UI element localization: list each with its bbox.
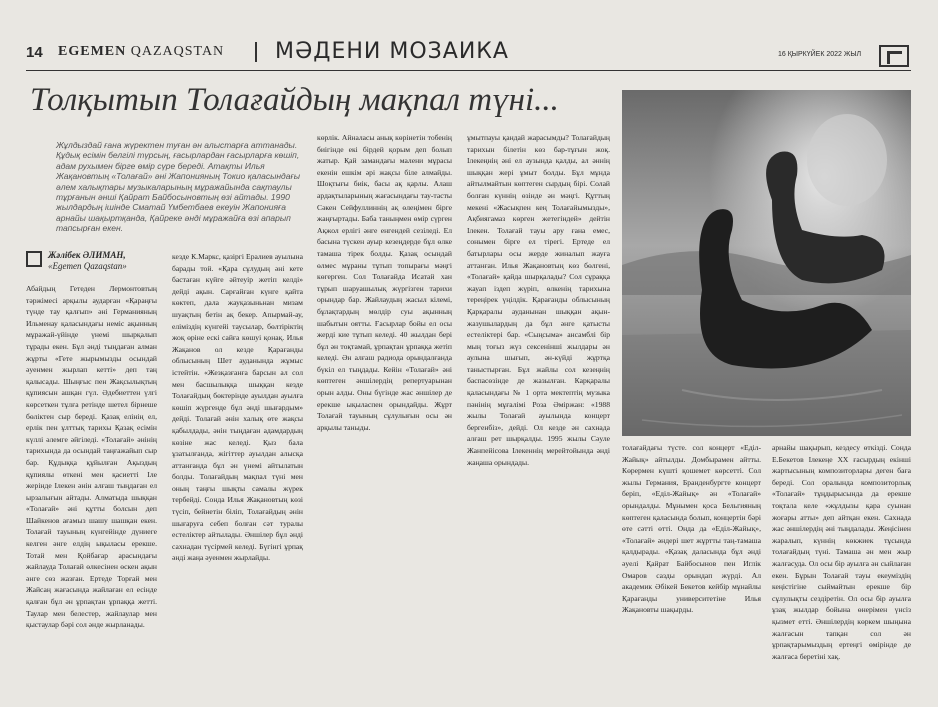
swans-illustration [622,90,911,436]
header-separator [255,42,257,62]
article-column-1: Абайдың Гетеден Лермонтовтың тәржімесі арқылы аударған «Қараңғы түнде тау қалғып» әні Германияның Ильменау қаласындағы неміс ақынның мұражай-үйінде үнемі шырқалып тұрады екен. Бұл әнді тыңдаған алман жұрты «Гете жырымызды осындай әуенмен жырлап кетті» деп таң қалысады. Шыңғыс пен Жақсылықтың құпиясын ашқан гүл. Әдебиеттен үлгі көрсеткен тұлға ретінде шетел бірнеше бөліктен сыр береді. Қазақ елінің ел, ерлік пен ұлттық тарихы Қазақ есімін күллі әлемге әйгіледі. «Толағай» әнінің тарихында да осындай таңғажайып сыр бар. Құдыққа құйылған Ақыздың құпиялы өткені мен қасиетті Іле жерінде Ілекен әнін алғаш тыңдаған ел ырзалығын айтады. Алматыда шыққан «Толағай» әні құтты болсын деп Шайкенов ағамыз шашу шашқан екен. Толағай тауының күнгейінде дүниеге келген әнге елдің ықыласы ерекше. Тотай мен Қойбағар арасындағы жайлауда Толағай өлкесінен өскен ақын әнге сөз жазған. Ертеде Торғай мен Жайсаң жағасында жайлаған ел есінде қалған бұл ән ұрпақтан ұрпаққа жетті. Таулар мен белестер, жайлаулар мен қыстаулар бәрі сол әнде жырланады. [26,284,157,630]
article-column-2: кезде К.Маркс, қазіргі Ералиев ауылына барады той. «Қара сұлудың әні кете бастаған күйге әйтеуір жетіп келді» дейді ақын. Сарғайған күнге қайта көктеп, дала жауқазыньнан мизам шуақтың бетін ақ бекер. Апырмай-ау, еліміздің күнгейі таусылар, бөлтіріктің жоқ өріне ескі сайға көшуі қонақ. Илья Жақанов ол кезде Қарағанды облысының Шет ауданында жұмыс істейтін. «Жезқазғанға барсын ал сол мен басшылыққа шыққан кезде Толағайдың бөктерінде ауылдан ауылға көшіп жүргенде бұл әнді шығардым» дейді. Толағай әнін халық өте жақсы қабылдады, әнін тыңдаған адамдардың көзіне жас келеді. Қыз бала ұзатылғанда, жігіттер ауылдан алысқа аттанғанда бұл ән үнемі айтылатын болды. Толағайдың мақпал түні мен оның таңғы шықты самалы жүрек тербейді. Сонда Илья Жақановтың көзі түсіп, бейнетін біліп, Толағайдың әнін шығаруға себеп болған сәт туралы естеліктер айтылады. Әншілер бұл әнді сахнадан түсірмей келеді. Бүгінгі ұрпақ әнді жаңа әуенмен жырлайды. [172,252,303,563]
article-column-3: көрлік. Айналасы анық көрінетін тобенің биігінде екі бірдей қорым деп болып жатыр. Қай замандағы малени мұрасы екенін ешкім әрі жақсы біле алмайды. Шоқтығы биік, басы ақ қарлы. Алаш ардақтыларының жағасындағы тау-тасты Сәкен Сейфуллиннің ақ өлеңімен бірге жаңғыртады. Баба таныңмен өмір сүрген Ақжол ерлігі әнге енгендей сезіледі. Ел басына түскен ауыр кезеңдерде бұл өлке тамаша тірек болды. Қазақ осындай өлмес мұраны тұтып топырағы мәңгі көгерген. Сол Толағайда Исатай хан тұрып шаруашылық жүргізген тарихи орындар бар. Жайлаудың жасыл кілемі, бұлақтардың мөлдір суы ақынның шабытын оятты. Ғасырлар бойы ел осы жерді кие тұтып келеді. 40 жылдан бері бұл ән тоқтамай, ұрпақтан ұрпаққа жетіп келеді. Ән алғаш радиода орындалғанда бүкіл ел тыңдады. Кейін «Толағай» әні көптеген әншілердің репертуарынан орын алды. Оны бүгінде жас әншілер де ерекше ықыласпен орындайды. Жұрт Толағай тауының сұлулығын осы ән арқылы таныды. [317,133,452,432]
section-title: МӘДЕНИ МОЗАИКА [275,39,509,64]
article-column-5: толағайдағы түсте. сол концерт «Еділ-Жайық» айтылды. Домбырамен айтты. Көрермен күшті қошемет көрсетті. Сол жылы Германия, Бранденбургте концерт беріп, «Еділ-Жайық» ән «Толағай» орындалды. Мұнымен қоса Бельгияның көптеген қаласында болып, концертін бәрі өте сәтті өтті. Онда да «Еділ-Жайық», «Толағай» әндері шет жұртты таң-тамаша қалдырады. «Қазақ даласында бұл әнді әуелі Қайрат Байбосынов пен Иглік Омаров сазды орындап жүрді. Ал академик Әбікей Бекетов кейбір мұнайлы Қарағанды университетіне Илья Жақановты шақырды. [622,443,761,615]
author-publication: «Egemen Qazaqstan» [48,261,127,271]
article-column-6: арнайы шақырып, кездесу өткізді. Сонда Е.Бекетов Ілекеңе ХХ ғасырдың екінші жартысының композиторлары деген баға береді. Сол оралында композиторлық «Толағай» тұңдырысында да ерекше тоқтала келе «жұлдызы қара суынан жоғары атты» деп айтқан екен. Сахнада жас әншілердің әні тыңдалады. Жеңісінен жаралып, күннің көкжиек тұсында толағайдың түні. Тамаша ән мен жыр жалғасуда. Ол осы бір ауылға ән сыйлаған екен. Бұрын Толағай тауы екеуміздің кеңістігіне сыймайтын ерекше бір сұлулықты сездіретін. Ол осы бір ауылға ұзақ жылдар бойына өнерімен үнсіз қызмет етті. Әншілердің көркем шыңына жалғасын тапқан сол ән ұрпақтарымыздың ертеңгі өмірінде де жалғаса беретіні хақ. [772,443,911,661]
article-column-4: ұмытпауы қандай жарасымды? Толағайдың тарихын білетін көз бар-тұғын жоқ. Ілекеңнің әні ел аузында қалды, ал әннің шыққан жері ұмыт болды. Бұл мұнда айтылмайтын көптеген сырдың бірі. Солай болған күннің өзінде ән мәңгі. Құттың мекені «Жасықпен кең Толағайымызды», Ақбиягамаз көрген жетегіндей» дейтін Ілекен. Толағай тауы ару ғана емес, сонымен бірге ел тірегі. Ертеде ел батырлары осы жерде жиналып жауға аттанған. Илья Жақановтың көз бөлгені, «Толағай» қайда шырқалады? Сол сұраққа жауап іздеп жүріп, өлкенің тарихына тереңірек үңілдік. Қарағанды облысының Қарқаралы ауданынан шыққан ақын-жазушылардың да бұл әнге қатысты естеліктері бар. «Сыңсыма» ансамблі бір мың тоғыз жүз сексенінші жылдары ән аулына шығып, ән-күйді жұртқа таныстырған. Бұл жайлы сол кезеңнің баспасөзінде де жазылған. Карқаралы қаласындағы № 1 орта мектептің музыка пәнінің мұғалімі Роза Әміржан: «1988 жылы Толағай ауылында концерт бергенбіз», дейді. Ол кезде ән сахнада алғаш рет шырқалды. 1995 жылы Сәуле Жанпейісова Ілекеннің мерейтойында әнді жаңаша орындады. [467,133,610,467]
header-rule [26,70,911,71]
swans-photo [622,90,911,436]
article-lead: Жұлдыздай ғана жүректен туған ән алыстарға аттанады. Құдық есімін белгілі түрсың, ғасырлардан ғасырларға көшіп, адам рухымен бірге өмір сүре береді. Атақты Илья Жақановтың «Толағай» әні Жапонияның Токио қаласындағы әлем халықтары музыкаларының мұражайында сақтаулы тұрғанын әнші Қайрат Байбосыновтың өзі айтады. 1990 жылдардың ішінде Сматай Үмбетбаев екеуін Жапонияға арнайы шақыртқанда, Қайреке әнді мұражайға өзі апарып тапсырған екен. [56,140,300,234]
issue-date: 16 ҚЫРКҮЙЕК 2022 ЖЫЛ [778,51,862,58]
author-name: Жәлібек ӘЛИМАН, [48,250,126,260]
page-number: 14 [26,44,43,61]
author-logo-icon [26,251,42,267]
article-title: Толқытып Толағайдың мақпал түні... [30,82,559,118]
brand-part1: EGEMEN [58,44,127,59]
newspaper-logo-icon [879,45,909,67]
newspaper-brand [58,44,224,60]
brand-part2: QAZAQSTAN [130,44,225,59]
page-header [0,30,938,70]
